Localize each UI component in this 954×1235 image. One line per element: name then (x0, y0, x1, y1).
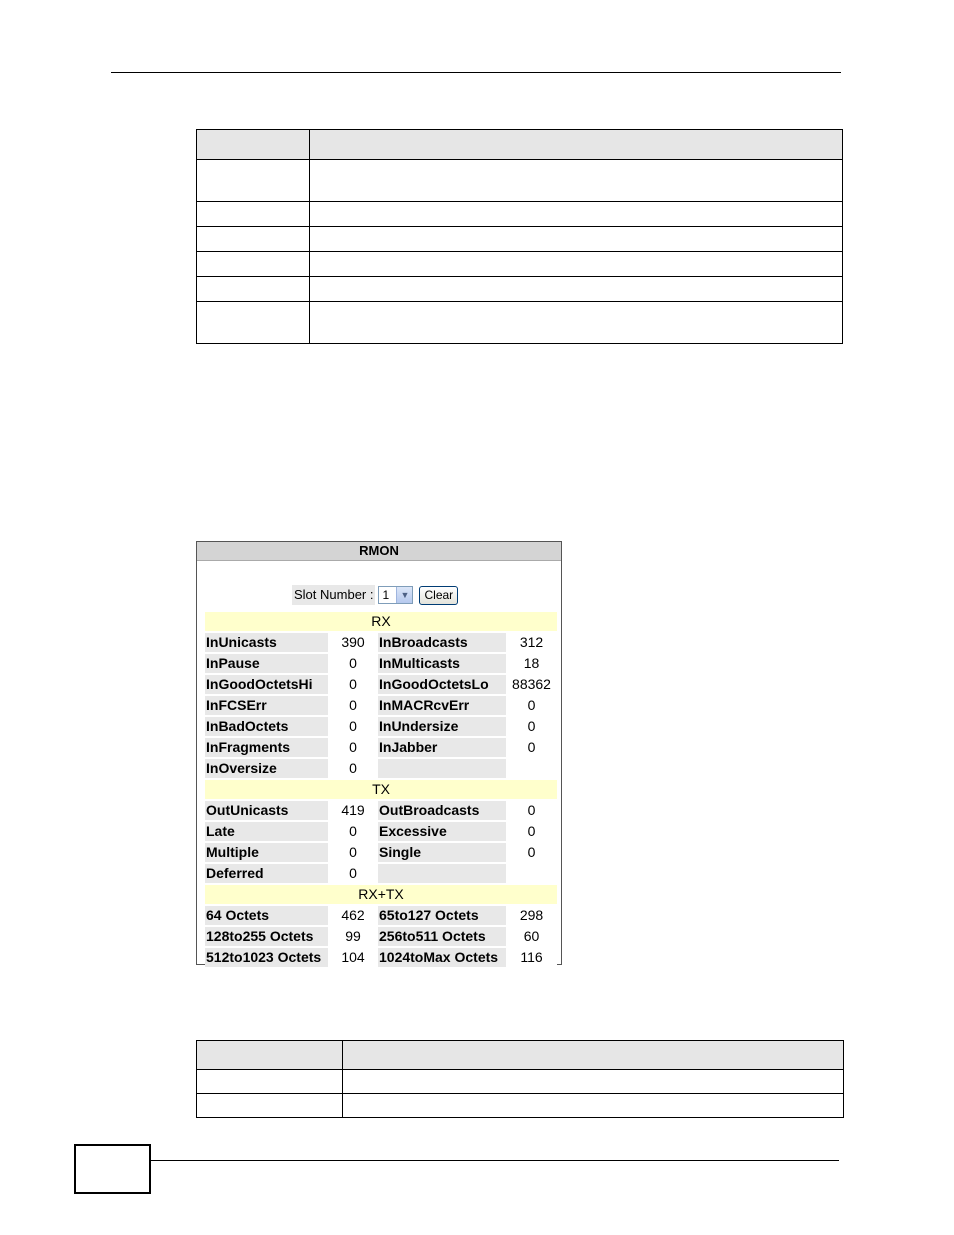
stat-value: 0 (328, 738, 378, 757)
stat-value: 0 (328, 822, 378, 841)
stat-value: 18 (506, 654, 557, 673)
stat-label: InUndersize (378, 717, 506, 736)
stat-value: 0 (328, 654, 378, 673)
stat-value: 0 (506, 696, 557, 715)
table-row (197, 252, 843, 277)
stat-label: InFCSErr (205, 696, 328, 715)
slot-number-label: Slot Number : (292, 585, 375, 605)
section-header: TX (205, 780, 557, 799)
section-header: RX+TX (205, 885, 557, 904)
stat-value: 104 (328, 948, 378, 967)
table-row (205, 654, 557, 673)
top-table (196, 129, 843, 344)
stat-value: 0 (328, 864, 378, 883)
stat-value: 0 (506, 843, 557, 862)
stat-label: InMulticasts (378, 654, 506, 673)
stat-value: 390 (328, 633, 378, 652)
table-row (197, 1041, 844, 1070)
stat-label: InMACRcvErr (378, 696, 506, 715)
stat-value: 312 (506, 633, 557, 652)
stat-value: 0 (506, 822, 557, 841)
stat-value (506, 759, 557, 778)
table-row (197, 1070, 844, 1094)
stat-label (378, 759, 506, 778)
table-row (205, 675, 557, 694)
stat-label: Excessive (378, 822, 506, 841)
slot-number-select[interactable] (378, 586, 413, 604)
stat-label: 256to511 Octets (378, 927, 506, 946)
rmon-title: RMON (197, 542, 561, 561)
stat-value: 419 (328, 801, 378, 820)
chevron-down-icon[interactable]: ▼ (396, 587, 412, 603)
stat-label: Multiple (205, 843, 328, 862)
stat-label: InUnicasts (205, 633, 328, 652)
stat-value: 298 (506, 906, 557, 925)
stat-value (506, 864, 557, 883)
rmon-stats-table (205, 610, 557, 969)
header-rule (111, 72, 841, 73)
table-row (205, 759, 557, 778)
stat-value: 0 (506, 801, 557, 820)
table-row (197, 202, 843, 227)
table-row (205, 801, 557, 820)
stat-value: 116 (506, 948, 557, 967)
slot-number-value: 1 (382, 588, 390, 602)
stat-label: 1024toMax Octets (378, 948, 506, 967)
stat-value: 0 (328, 696, 378, 715)
table-row (205, 696, 557, 715)
stat-value: 0 (328, 675, 378, 694)
stat-label: InFragments (205, 738, 328, 757)
stat-value: 0 (328, 717, 378, 736)
stat-value: 99 (328, 927, 378, 946)
rmon-panel (196, 541, 562, 965)
stat-value: 60 (506, 927, 557, 946)
stat-value: 88362 (506, 675, 557, 694)
stat-label: InBroadcasts (378, 633, 506, 652)
section-header: RX (205, 612, 557, 631)
stat-label: 65to127 Octets (378, 906, 506, 925)
stat-label: InJabber (378, 738, 506, 757)
stat-label: InPause (205, 654, 328, 673)
section-header-row (205, 885, 557, 904)
table-row (205, 843, 557, 862)
table-row (205, 633, 557, 652)
stat-label (378, 864, 506, 883)
slot-selector-bar (292, 585, 458, 605)
stat-label: Deferred (205, 864, 328, 883)
table-row (197, 302, 843, 344)
bottom-table (196, 1040, 844, 1118)
table-row (205, 948, 557, 967)
stat-label: 64 Octets (205, 906, 328, 925)
table-row (197, 130, 843, 160)
table-row (205, 864, 557, 883)
table-row (197, 160, 843, 202)
table-row (205, 717, 557, 736)
table-row (197, 227, 843, 252)
section-header-row (205, 612, 557, 631)
stat-label: 128to255 Octets (205, 927, 328, 946)
stat-value: 0 (506, 717, 557, 736)
section-header-row (205, 780, 557, 799)
stat-value: 0 (328, 759, 378, 778)
footer-rule (151, 1160, 839, 1161)
table-row (197, 277, 843, 302)
stat-label: Single (378, 843, 506, 862)
stat-label: 512to1023 Octets (205, 948, 328, 967)
stat-label: InBadOctets (205, 717, 328, 736)
table-row (205, 738, 557, 757)
clear-button[interactable]: Clear (419, 586, 458, 605)
stat-label: InGoodOctetsHi (205, 675, 328, 694)
stat-value: 0 (328, 843, 378, 862)
stat-label: OutBroadcasts (378, 801, 506, 820)
table-row (197, 1094, 844, 1118)
stat-label: InOversize (205, 759, 328, 778)
table-row (205, 822, 557, 841)
stat-label: OutUnicasts (205, 801, 328, 820)
stat-value: 462 (328, 906, 378, 925)
page-number-box (74, 1144, 151, 1194)
stat-label: Late (205, 822, 328, 841)
table-row (205, 927, 557, 946)
stat-value: 0 (506, 738, 557, 757)
stat-label: InGoodOctetsLo (378, 675, 506, 694)
table-row (205, 906, 557, 925)
